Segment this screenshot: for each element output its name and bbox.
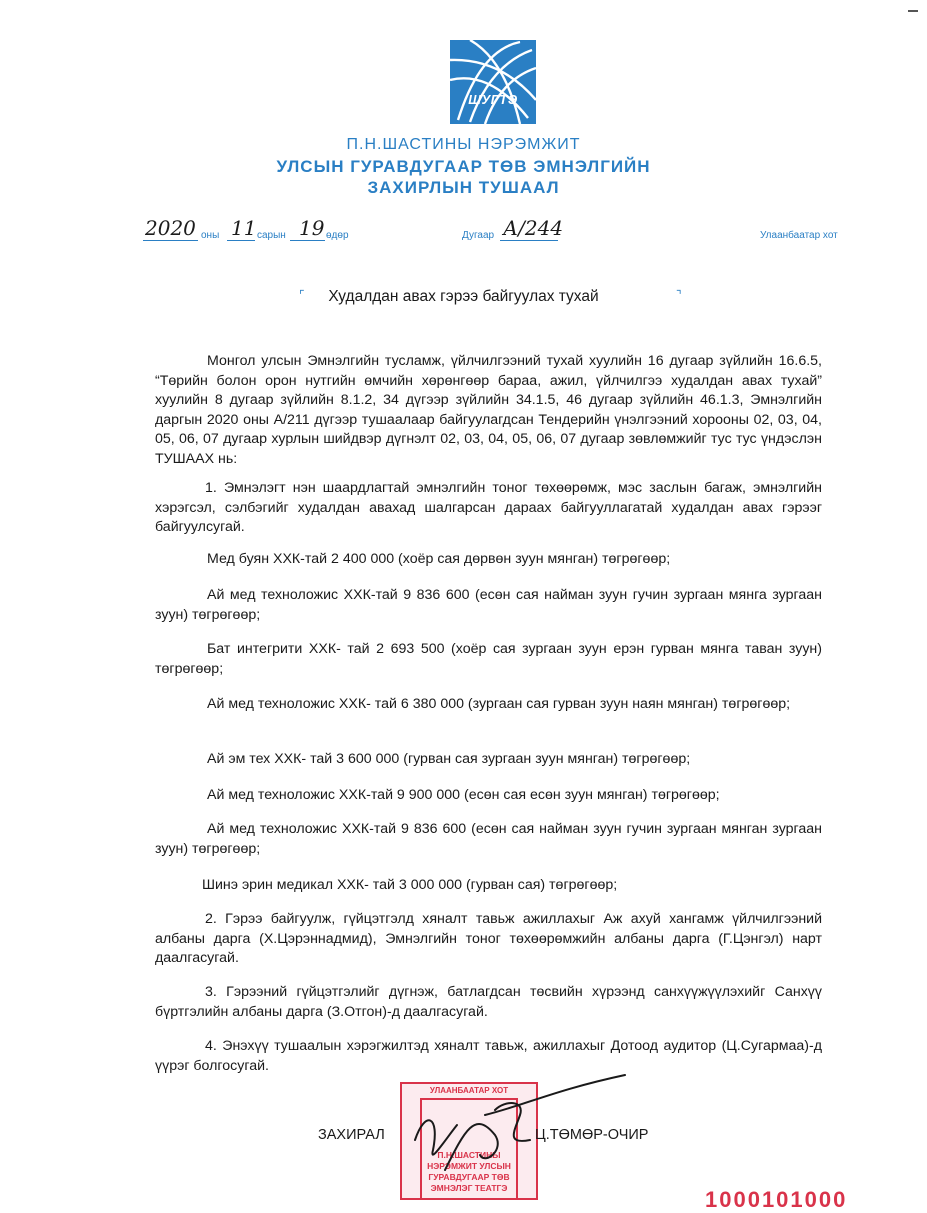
serial-number: 1000101000 [705, 1187, 848, 1212]
contract-item: Шинэ эрин медикал ХХК- тай 3 000 000 (гурван сая) төгрөгөөр; [202, 877, 618, 893]
contract-item: Ай мед техноложис ХХК-тай 9 836 600 (есөн сая найман зуун гучин зургаан мянган зургаан зуун) төгрөгөөр; [155, 821, 822, 857]
document-title: Худалдан авах гэрээ байгуулах тухай [328, 288, 599, 305]
contract-item: Ай эм тех ХХК- тай 3 600 000 (гурван сая зургаан зуун мянган) төгрөгөөр; [207, 751, 691, 767]
preamble-paragraph: Монгол улсын Эмнэлгийн тусламж, үйлчилгээний тухай хуулийн 16 дугаар зүйлийн 16.6.5, “Төрийн болон орон нутгийн өмчийн хөрөнгөөр бараа, ажил, үйлчилгээ худалдан авах тухай” хуулийн 8 дугаар зүйлийн 8.1.2, 34 дүгээр зүйлийн 34.1.5, 46 дугаар зүйлийн 46.1.3, Эмнэлгийн даргын 2020 оны А/211 дүгээр тушаалаар байгуулагдсан Тендерийн үнэлгээний хорооны 02, 03, 04, 05, 06, 07 дугаар хурлын шийдвэр дүгнэлт 02, 03, 04, 05, 06, 07 дугаар зөвлөмжийг тус тус үндэслэн ТУШААХ нь: [155, 353, 822, 467]
org-name-line2: УЛСЫН ГУРАВДУГААР ТӨВ ЭМНЭЛГИЙН [276, 157, 651, 176]
contract-item: Ай мед техноложис ХХК- тай 6 380 000 (зургаан сая гурван зуун наян мянган) төгрөгөөр; [207, 696, 791, 712]
year-label: оны [201, 230, 220, 241]
month-value: 11 [231, 216, 257, 240]
number-label: Дугаар [462, 230, 495, 241]
stamp-city-text: УЛААНБААТАР ХОТ [429, 1086, 509, 1095]
day-label: өдөр [326, 230, 349, 241]
contract-item: Бат интегрити ХХК- тай 2 693 500 (хоёр сая зургаан зуун ерэн гурван мянга таван зуун) төгрөгөөр; [155, 641, 822, 677]
order-item-4: 4. Энэхүү тушаалын хэрэгжилтэд хяналт тавьж, ажиллахыг Дотоод аудитор (Ц.Сугармаа)-д үүрэг болгосугай. [155, 1038, 822, 1074]
order-item-3: 3. Гэрээний гүйцэтгэлийг дүгнэж, батлагдсан төсвийн хүрээнд санхүүжүүлэхийг Санхүү бүртгэлийн албаны дарга (З.Отгон)-д даалгасугай. [155, 984, 822, 1020]
order-item-1: 1. Эмнэлэгт нэн шаардлагтай эмнэлгийн тоног төхөөрөмж, мэс заслын багаж, эмнэлгийн хэрэгсэл, сэлбэгийг худалдан авахад шалгарсан дараах байгууллагатай худалдан авах гэрээг байгуулсугай. [155, 480, 822, 535]
title-right-bracket: ⌝ [676, 288, 682, 302]
year-value: 2020 [145, 216, 196, 240]
order-item-2: 2. Гэрээ байгуулж, гүйцэтгэлд хяналт тавьж ажиллахыг Аж ахуй хангамж үйлчилгээний албаны дарга (Х.Цэрэннадмид), Эмнэлгийн тоног төхөөрөмжийн албаны дарга (Г.Цэнгэл) нарт даалгасугай. [155, 911, 822, 966]
order-number: А/244 [503, 216, 564, 240]
corner-mark [908, 10, 918, 12]
org-name-line1: П.Н.ШАСТИНЫ НЭРЭМЖИТ [346, 136, 581, 153]
stamp-body-text: П.Н.ШАСТИНЫ НЭРЭМЖИТ УЛСЫН ГУРАВДУГААР ТӨВ ЭМНЭЛЭГ ТЕАТГЭ [427, 1150, 511, 1193]
contract-item: Мед буян ХХК-тай 2 400 000 (хоёр сая дөрвөн зуун мянган) төгрөгөөр; [207, 551, 671, 567]
title-left-bracket: ⌜ [299, 288, 305, 302]
document-type: ЗАХИРЛЫН ТУШААЛ [367, 178, 560, 197]
day-value: 19 [299, 216, 325, 240]
globe-icon [450, 40, 536, 124]
contract-item: Ай мед техноложис ХХК-тай 9 836 600 (есөн сая найман зуун гучин зургаан мянга зургаан зуун) төгрөгөөр; [155, 587, 822, 623]
month-label: сарын [257, 230, 286, 241]
city-label: Улаанбаатар хот [760, 230, 838, 241]
hospital-logo [450, 40, 536, 124]
signatory-title: ЗАХИРАЛ [318, 1127, 385, 1143]
handwritten-signature [385, 1070, 635, 1180]
signatory-name: Ц.ТӨМӨР-ОЧИР [535, 1127, 649, 1143]
logo-text: ШУГТЭ [468, 92, 518, 107]
contract-item: Ай мед техноложис ХХК-тай 9 900 000 (есөн сая есөн зуун мянган) төгрөгөөр; [207, 787, 720, 803]
